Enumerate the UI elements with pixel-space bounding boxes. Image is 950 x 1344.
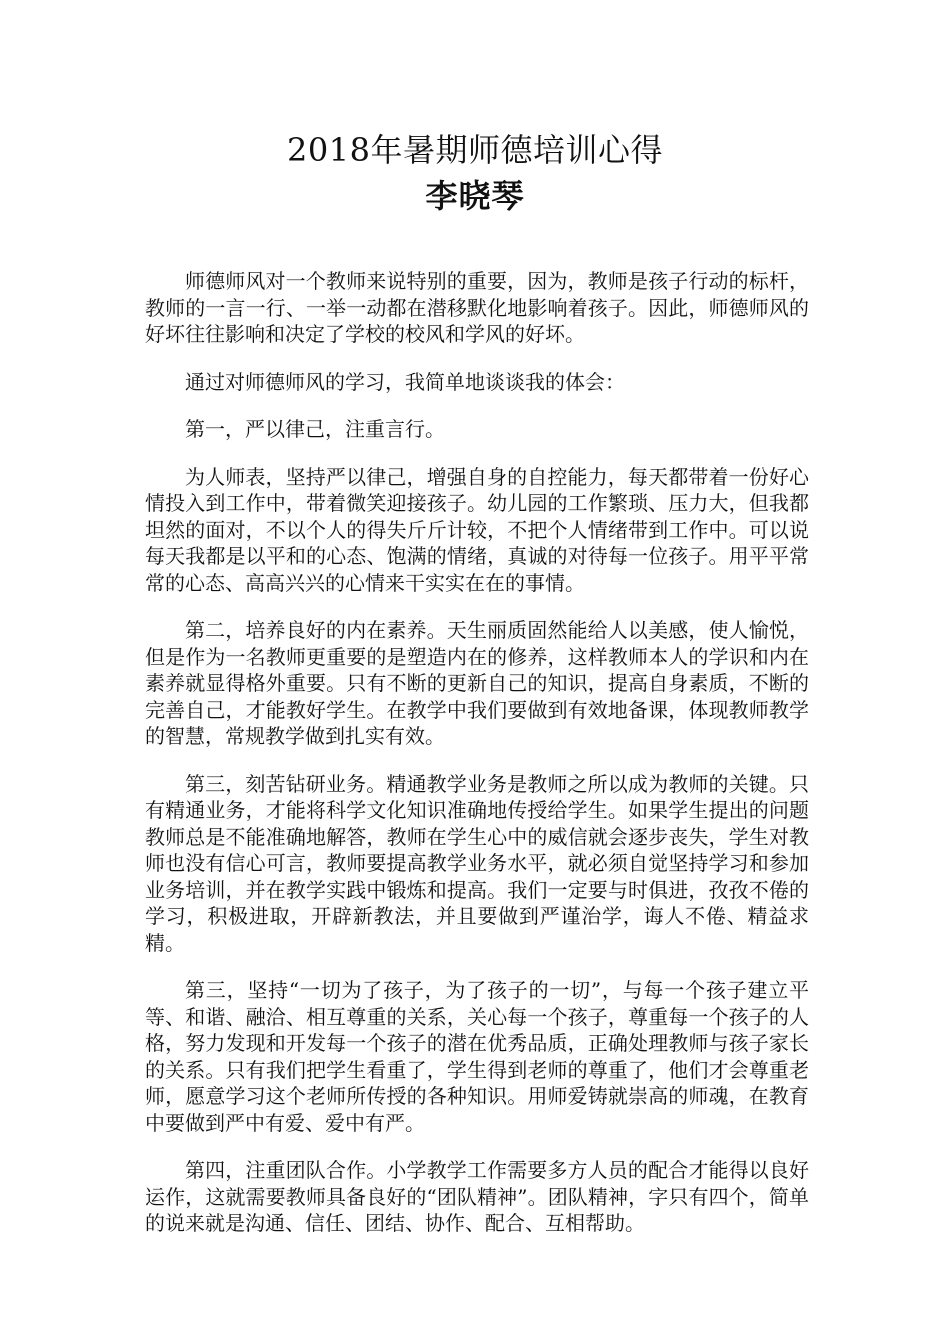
paragraph-point-four: 第四，注重团队合作。小学教学工作需要多方人员的配合才能得以良好运作，这就需要教师具备良好的“团队精神”。团队精神，字只有四个，简单的说来就是沟通、信任、团结、协作、配合、互相帮助。 <box>145 1158 809 1235</box>
paragraph-point-one-heading: 第一，严以律己，注重言行。 <box>185 417 445 441</box>
paragraph-point-three: 第三，刻苦钻研业务。精通教学业务是教师之所以成为教师的关键。只有精通业务，才能将科学文化知识准确地传授给学生。如果学生提出的问题教师总是不能准确地解答，教师在学生心中的威信就会逐步丧失，学生对教师也没有信心可言，教师要提高教学业务水平，就必须自觉坚持学习和参加业务培训，并在教学实践中锻炼和提高。我们一定要与时俱进，孜孜不倦的学习，积极进取，开辟新教法，并且要做到严谨治学，诲人不倦、精益求精。 <box>145 771 809 955</box>
paragraph-intro: 师德师风对一个教师来说特别的重要，因为，教师是孩子行动的标杆，教师的一言一行、一举一动都在潜移默化地影响着孩子。因此，师德师风的好坏往往影响和决定了学校的校风和学风的好坏。 <box>145 269 809 346</box>
title-block <box>0 128 950 218</box>
document-body <box>145 268 809 1258</box>
paragraph-point-three-second: 第三，坚持“一切为了孩子，为了孩子的一切”，与每一个孩子建立平等、和谐、融洽、相互尊重的关系，关心每一个孩子，尊重每一个孩子的人格，努力发现和开发每一个孩子的潜在优秀品质，正确处理教师与孩子家长的关系。只有我们把学生看重了，学生得到老师的尊重了，他们才会尊重老师，愿意学习这个老师所传授的各种知识。用师爱铸就崇高的师魂，在教育中要做到严中有爱、爱中有严。 <box>145 978 809 1135</box>
paragraph-lead-in: 通过对师德师风的学习，我简单地谈谈我的体会： <box>185 369 625 394</box>
document-title: 2018年暑期师德培训心得 <box>287 131 663 169</box>
paragraph-point-two: 第二，培养良好的内在素养。天生丽质固然能给人以美感，使人愉悦，但是作为一名教师更重要的是塑造内在的修养，这样教师本人的学识和内在素养就显得格外重要。只有不断的更新自己的知识，提高自身素质，不断的完善自己，才能教好学生。在教学中我们要做到有效地备课，体现教师教学的智慧，常规教学做到扎实有效。 <box>145 618 809 748</box>
paragraph-point-one-body: 为人师表，坚持严以律己，增强自身的自控能力，每天都带着一份好心情投入到工作中，带着微笑迎接孩子。幼儿园的工作繁琐、压力大，但我都坦然的面对，不以个人的得失斤斤计较，不把个人情绪带到工作中。可以说每天我都是以平和的心态、饱满的情绪，真诚的对待每一位孩子。用平平常常的心态、高高兴兴的心情来干实实在在的事情。 <box>145 464 809 595</box>
document-author: 李晓琴 <box>425 177 525 215</box>
